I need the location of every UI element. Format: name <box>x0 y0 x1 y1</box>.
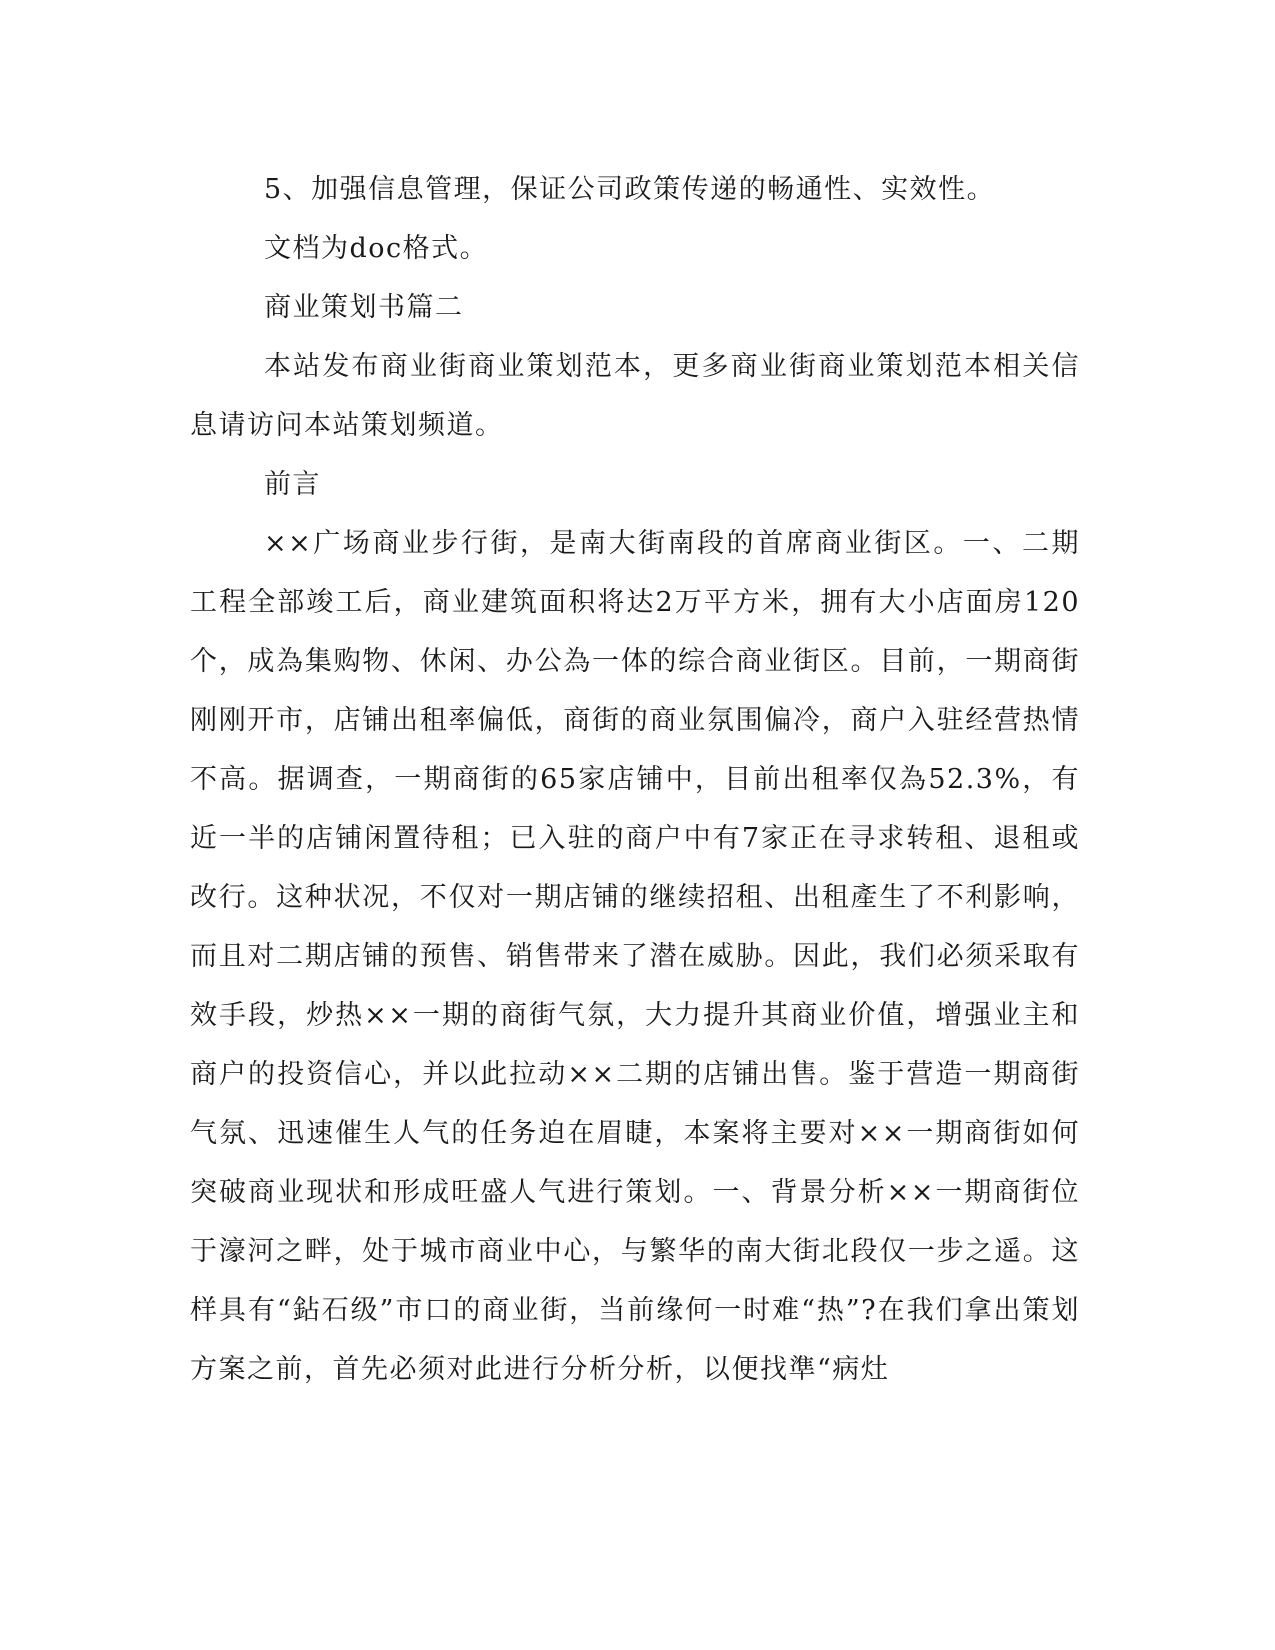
paragraph-doc-format: 文档为doc格式。 <box>264 233 489 264</box>
paragraph-site-notice: 本站发布商业街商业策划范本，更多商业街商业策划范本相关信息请访问本站策划频道。 <box>190 351 1080 441</box>
preface-heading: 前言 <box>264 469 321 500</box>
paragraph-info-management: 5、加强信息管理，保证公司政策传递的畅通性、实效性。 <box>264 174 996 205</box>
document-body <box>190 160 1080 1399</box>
section-heading: 商业策划书篇二 <box>264 292 464 323</box>
paragraph-preface-body: ××广场商业步行街，是南大街南段的首席商业街区。一、二期工程全部竣工后，商业建筑面积将达2万平方米，拥有大小店面房120个，成為集购物、休闲、办公為一体的综合商业街区。目前，一期商街刚刚开市，店铺出租率偏低，商街的商业氛围偏冷，商户入驻经营热情不高。据调查，一期商街的65家店铺中，目前出租率仅為52.3%，有近一半的店铺闲置待租；已入驻的商户中有7家正在寻求转租、退租或改行。这种状况，不仅对一期店铺的继续招租、出租產生了不利影响，而且对二期店铺的预售、销售带来了潜在威胁。因此，我们必须采取有效手段，炒热××一期的商街气氛，大力提升其商业价值，增强业主和商户的投资信心，并以此拉动××二期的店铺出售。鉴于营造一期商街气氛、迅速催生人气的任务迫在眉睫，本案将主要对××一期商街如何突破商业现状和形成旺盛人气进行策划。一、背景分析××一期商街位于濠河之畔，处于城市商业中心，与繁华的南大街北段仅一步之遥。这样具有“鉆石级”市口的商业街，当前缘何一时难“热”?在我们拿出策划方案之前，首先必须对此进行分析分析，以便找準“病灶 <box>190 528 1080 1385</box>
